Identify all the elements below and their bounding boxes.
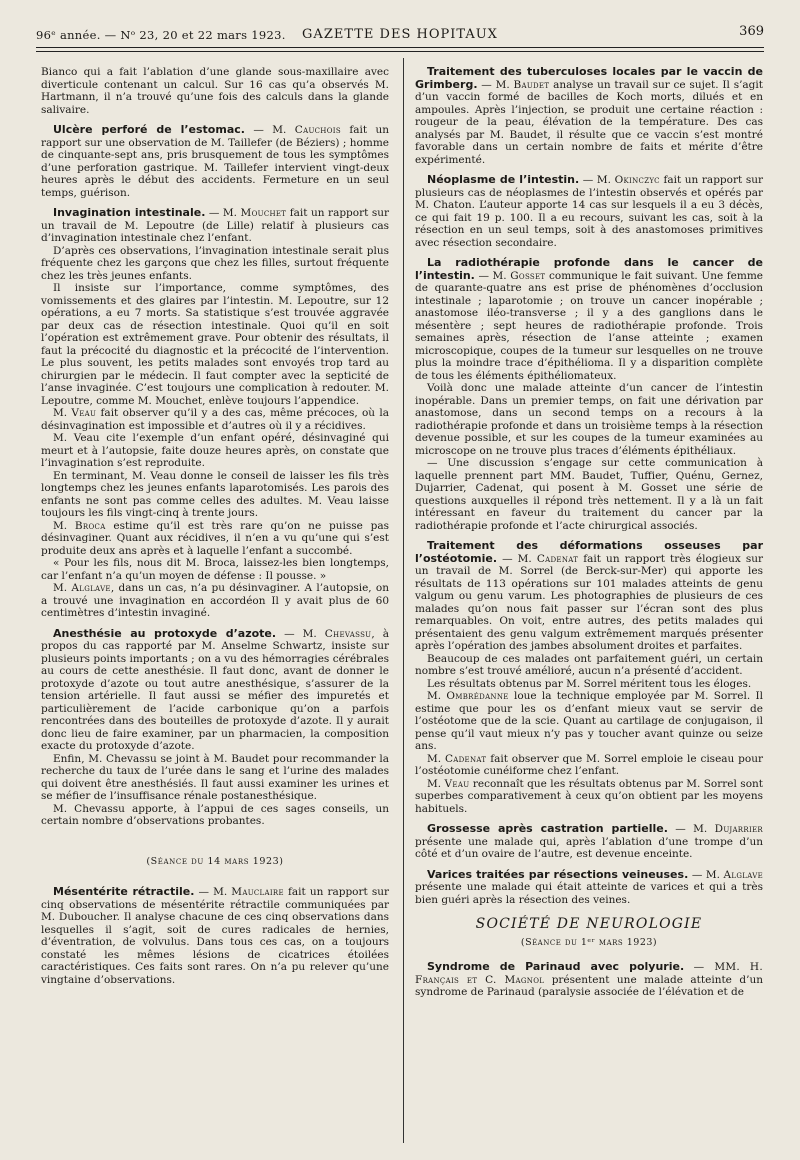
paragraph-text: analyse un travail sur ce sujet. Il s’agit d’un vaccin formé de bacilles de Koch morts, dilués et en ampoules. Après l’injection, se produit une certaine réaction : rougeur de la peau, élévation de la température. Des cas analysés par M. Baudet, il résulte que ce vaccin s’est montré favorable dans un certain nombre de faits et mérite d’être expérimenté. bbox=[415, 78, 763, 166]
paragraph-text: fait observer que M. Sorrel emploie le ciseau pour l’ostéotomie cunéiforme chez l’enfant. bbox=[415, 752, 763, 777]
paragraph: Mésentérite rétractile. — M. Mauclaire fait un rapport sur cinq observations de mésentérite rétractile communiquées par M. Duboucher. Il analyse chacune de ces cinq observations dans lesquelles il s’agit, soit de cures radicales de hernies, d’éventration, de volvulus. Dans tous ces cas, on a toujours constaté les mêmes lésions de cicatrices étoilées caractéristiques. Ces faits sont rares. On n’a pu relever qu’une vingtaine d’observations. bbox=[41, 885, 389, 986]
author-name: Okinczyc bbox=[614, 174, 660, 186]
paragraph: — Une discussion s’engage sur cette communication à laquelle prennent part MM. Baudet, Tuffier, Quénu, Gernez, Dujarrier, Cadenat, qui posent à M. Gosset une série de questions auxquelles il répond très nettement. Il y a là un fait intéressant en faveur du traitement du cancer par la radiothérapie profonde et l’acte chirurgical associés. bbox=[415, 457, 763, 532]
paragraph-text: fait un rapport sur cinq observations de mésentérite rétractile communiquées par M. Duboucher. Il analyse chacune de ces cinq observations dans lesquelles il s’agit, soit de cures radicales de hernies, d’éventration, de volvulus. Dans tous ces cas, on a toujours constaté les mêmes lésions de cicatrices étoilées caractéristiques. Ces faits sont rares. On n’a pu relever qu’une vingtaine d’observations. bbox=[41, 886, 389, 986]
paragraph: Traitement des tuberculoses locales par le vaccin de Grimberg. — M. Baudet analyse un travail sur ce sujet. Il s’agit d’un vaccin formé de bacilles de Koch morts, dilués et en ampoules. Après l’injection, se produit une certaine réaction : rougeur de la peau, élévation de la température. Des cas analysés par M. Baudet, il résulte que ce vaccin s’est montré favorable dans un certain nombre de faits et mérite d’être expérimenté. bbox=[415, 65, 763, 166]
author-name: Cauchois bbox=[294, 124, 341, 136]
paragraph: Néoplasme de l’intestin. — M. Okinczyc fait un rapport sur plusieurs cas de néoplasmes de l’intestin observés et opérés par M. Chaton. L’auteur apporte 14 cas sur lesquels il a eu 3 décès, ce qui fait 19 p. 100. Il a eu recours, suivant les cas, soit à la résection en un seul temps, soit à des anastomoses primitives avec résection secondaire. bbox=[415, 173, 763, 249]
section-heading: Grossesse après castration partielle. bbox=[427, 822, 668, 835]
paragraph: Invagination intestinale. — M. Mouchet fait un rapport sur un travail de M. Lepoutre (de Lille) relatif à plusieurs cas d’invagination intestinale chez l’enfant. bbox=[41, 206, 390, 244]
paragraph-text: fait observer qu’il y a des cas, même précoces, où la désinvagination est impossible et d’autres où il y a récidives. bbox=[41, 407, 389, 432]
paragraph-text: à propos du cas rapporté par M. Anselme Schwartz, insiste sur plusieurs points importants ; on a vu des hémorragies cérébrales au cours de cette anesthésie. Il faut donc, avant de donner le protoxyde d’azote ou tout autre anesthésique, s’assurer de la tension artérielle. Il faut aussi se méfier des impuretés et particulièrement de l’acide carbonique qu’on a parfois rencontrées dans des bouteilles de protoxyde d’azote. Il y aurait donc lieu de faire examiner, par un pharmacien, la composition exacte du protoxyde d’azote. bbox=[41, 627, 389, 752]
section-deformations bbox=[415, 540, 763, 815]
paragraph: Varices traitées par résections veineuses. — M. Alglave présente une malade qui était atteinte de varices et qui a très bien guéri après la résection des veines. bbox=[415, 867, 763, 906]
paragraph-text: loue la technique employée par M. Sorrel. Il estime que pour les os d’enfant mieux vaut se servir de l’ostéotome que de la scie. Quant au cartilage de conjugaison, il pense qu’il vaut mieux n’y pas y toucher avant quinze ou seize ans. bbox=[415, 690, 763, 752]
seance-date: (Séance du 14 mars 1923) bbox=[146, 855, 284, 867]
paragraph: M. Alglave, dans un cas, n’a pu désinvaginer. A l’autopsie, on a trouvé une invagination en accordéon Il y avait plus de 60 centimètres d’intestin invaginé. bbox=[41, 582, 389, 619]
paragraph: M. Broca estime qu’il est très rare qu’on ne puisse pas désinvaginer. Quant aux récidives, il n’en a vu qu’une qui s’est produite deux ans après et à laquelle l’enfant a succombé. bbox=[41, 519, 389, 557]
paragraph-text: fait un rapport sur plusieurs cas de néoplasmes de l’intestin observés et opérés par M. Chaton. L’auteur apporte 14 cas sur lesquels il a eu 3 décès, ce qui fait 19 p. 100. Il a eu recours, suivant les cas, soit à la résection en un seul temps, soit à des anastomoses primitives avec résection secondaire. bbox=[415, 174, 763, 249]
section-invagination bbox=[41, 207, 389, 620]
paragraph bbox=[415, 961, 763, 999]
author-name: — MM. H. Françaıs et C. Magnol bbox=[415, 961, 763, 986]
paragraph: M. Veau cite l’exemple d’un enfant opéré, désinvaginé qui meurt et à l’autopsie, faite douze heures après, on constate que l’invagination s’est reproduite. bbox=[41, 432, 389, 469]
paragraph: Il insiste sur l’importance, comme symptômes, des vomissements et des glaires par l’intestin. M. Lepoutre, sur 12 opérations, a eu 7 morts. Sa statistique s’est trouvée aggravée par deux cas de résection intestinale. Quoi qu’il en soit l’opération est extrêmement grave. Pour obtenir des résultats, il faut la précocité du diagnostic et la précocité de l’intervention. Le plus souvent, les petits malades sont envoyés trop tard au chirurgien par le médecin. Il faut compter avec la septicité de l’anse invaginée. C’est toujours une complication à redouter. M. Lepoutre, comme M. Mouchet, enlève toujours l’appendice. bbox=[41, 282, 389, 407]
section-varices bbox=[415, 869, 763, 907]
paragraph-text: fait un rapport très élogieux sur un travail de M. Sorrel (de Berck-sur-Mer) qui apporte les résultats de 113 opérations sur 101 malades atteints de genu valgum ou genu varum. Les photographies de plusieurs de ces malades qu’on nous fait passer sur l’écran sont des plus remarquables. On voit, entre autres, des petits malades qui présentaient des genu valgum extrêmement marqués présenter après l’opération des jambes absolument droites et parfaites. bbox=[415, 552, 763, 652]
paragraph: Ulcère perforé de l’estomac. — M. Cauchois fait un rapport sur une observation de M. Taillefer (de Béziers) ; homme de cinquante-sept ans, pris brusquement de tous les symptômes d’une perforation gastrique. M. Taillefer intervient vingt-deux heures après le début des accidents. Fermeture en un seul temps, guérison. bbox=[41, 123, 389, 199]
column-divider bbox=[403, 58, 404, 1143]
paragraph: M. Cadenat fait observer que M. Sorrel emploie le ciseau pour l’ostéotomie cunéiforme chez l’enfant. bbox=[415, 752, 763, 777]
section-heading: Syndrome de Parinaud avec polyurie. bbox=[427, 960, 685, 973]
paragraph: M. Veau reconnaît que les résultats obtenus par M. Sorrel sont superbes comparativement à ceux qu’on obtient par les moyens habituels. bbox=[415, 777, 763, 815]
author-name: Broca bbox=[74, 519, 106, 532]
section-heading: Anesthésie au protoxyde d’azote. bbox=[53, 626, 277, 640]
paragraph: D’après ces observations, l’invagination intestinale serait plus fréquente chez les garçons que chez les filles, surtout fréquente chez les très jeunes enfants. bbox=[41, 244, 389, 282]
author-name: Ombrédanne bbox=[446, 690, 509, 702]
paragraph-text: communique le fait suivant. Une femme de quarante-quatre ans est prise de phénomènes d’occlusion intestinale ; laparotomie ; on trouve un cancer inopérable ; anastomose iléo-transverse ; il y a des ganglions dans le mésentère ; sept heures de radiothérapie profonde. Trois semaines après, résection de l’anse atteinte ; examen microscopique, coupes de la tumeur sur lesquelles on ne trouve plus la moindre trace d’épithélioma. Il y a disparition complète de tous les éléments épithéliomateux. bbox=[415, 269, 763, 382]
paragraph-text: présente une malade qui, après l’ablation d’une trompe d’un côté et d’un ovaire de l’autre, est devenue enceinte. bbox=[415, 835, 763, 860]
author-name: Baudet bbox=[513, 78, 550, 91]
paragraph: Anesthésie au protoxyde d’azote. — M. Chevassu, à propos du cas rapporté par M. Anselme Schwartz, insiste sur plusieurs points importants ; on a vu des hémorragies cérébrales au cours de cette anesthésie. Il faut donc, avant de donner le protoxyde d’azote ou tout autre anesthésique, s’assurer de la tension artérielle. Il faut aussi se méfier des impuretés et particulièrement de l’acide carbonique qu’on a parfois rencontrées dans des bouteilles de protoxyde d’azote. Il y aurait donc lieu de faire examiner, par un pharmacien, la composition exacte du protoxyde d’azote. bbox=[41, 626, 389, 752]
section-radiotherapie bbox=[415, 257, 763, 532]
paragraph-text: fait un rapport sur un travail de M. Lepoutre (de Lille) relatif à plusieurs cas d’invagination intestinale chez l’enfant. bbox=[41, 207, 390, 244]
running-header bbox=[36, 20, 764, 42]
paragraph: M. Ombrédanne loue la technique employée par M. Sorrel. Il estime que pour les os d’enfant mieux vaut se servir de l’ostéotome que de la scie. Quant au cartilage de conjugaison, il pense qu’il vaut mieux n’y pas y toucher avant quinze ou seize ans. bbox=[415, 690, 763, 752]
section-heading: Ulcère perforé de l’estomac. bbox=[53, 123, 245, 136]
paragraph: La radiothérapie profonde dans le cancer de l’intestin. — M. Gosset communique le fait suivant. Une femme de quarante-quatre ans est prise de phénomènes d’occlusion intestinale ; laparotomie ; on trouve un cancer inopérable ; anastomose iléo-transverse ; il y a des ganglions dans le mésentère ; sept heures de radiothérapie profonde. Trois semaines après, résection de l’anse atteinte ; examen microscopique, coupes de la tumeur sur lesquelles on ne trouve plus la moindre trace d’épithélioma. Il y a disparition complète de tous les éléments épithéliomateux. bbox=[415, 256, 763, 382]
paragraph: Beaucoup de ces malades ont parfaitement guéri, un certain nombre s’est trouvé amélioré, aucun n’a présenté d’accident. bbox=[415, 652, 763, 677]
section-heading: La radiothérapie profonde dans le cancer de l’intestin. bbox=[415, 256, 763, 282]
section-heading: Varices traitées par résections veineuses. bbox=[427, 867, 689, 881]
society-heading: SOCIÉTÉ DE NEUROLOGIE bbox=[475, 916, 703, 932]
paragraph: Les résultats obtenus par M. Sorrel méritent tous les éloges. bbox=[427, 677, 752, 690]
paragraph: « Pour les fils, nous dit M. Broca, laissez-les bien longtemps, car l’enfant n’a qu’un moyen de défense : Il pousse. » bbox=[41, 557, 389, 582]
paragraph: Voilà donc une malade atteinte d’un cancer de l’intestin inopérable. Dans un premier temps, on fait une dérivation par anastomose, dans un second temps on a recours à la radiothérapie profonde et dans un troisième temps à la résection devenue possible, et sur les coupes de la tumeur examinées au microscope on ne trouve plus traces d’éléments épithéliaux. bbox=[415, 382, 763, 457]
author-name: Mouchet bbox=[240, 207, 287, 219]
section-anesthesie bbox=[41, 628, 389, 828]
header-rule-thin bbox=[36, 51, 764, 52]
section-heading: Invagination intestinale. bbox=[53, 206, 206, 219]
section-heading: Traitement des tuberculoses locales par le vaccin de Grimberg. bbox=[415, 65, 763, 91]
paragraph: M. Chevassu apporte, à l’appui de ces sages conseils, un certain nombre d’observations probantes. bbox=[41, 802, 389, 827]
paragraph-text: estime qu’il est très rare qu’on ne puisse pas désinvaginer. Quant aux récidives, il n’en a vu qu’une qui s’est produite deux ans après et à laquelle l’enfant a succombé. bbox=[41, 519, 389, 557]
section-ulcere bbox=[41, 124, 389, 199]
author-name: Alglave bbox=[71, 582, 111, 594]
section-neoplasme bbox=[415, 174, 763, 249]
author-name: Cadenat bbox=[444, 752, 487, 765]
section-intro bbox=[41, 66, 389, 116]
right-column bbox=[415, 66, 763, 999]
author-name: Mauclaire bbox=[231, 886, 284, 898]
paragraph-text: dans un cas, n’a pu désinvaginer. A l’autopsie, on a trouvé une invagination en accordéon Il y avait plus de 60 centimètres d’intestin invaginé. bbox=[41, 582, 389, 619]
paragraph-text: fait un rapport sur une observation de M. Taillefer (de Béziers) ; homme de cinquante-sept ans, pris brusquement de tous les symptômes d’une perforation gastrique. M. Taillefer intervient vingt-deux heures après le début des accidents. Fermeture en un seul temps, guérison. bbox=[41, 124, 389, 199]
author-name: Cadenat bbox=[536, 552, 579, 565]
section-parinaud bbox=[415, 961, 763, 999]
author-name: Veau bbox=[71, 407, 97, 419]
paragraph: Traitement des déformations osseuses par l’ostéotomie. — M. Cadenat fait un rapport très élogieux sur un travail de M. Sorrel (de Berck-sur-Mer) qui apporte les résultats de 113 opérations sur 101 malades atteints de genu valgum ou genu varum. Les photographies de plusieurs de ces malades qu’on nous fait passer sur l’écran sont des plus remarquables. On voit, entre autres, des petits malades qui présentaient des genu valgum extrêmement marqués présenter après l’opération des jambes absolument droites et parfaites. bbox=[415, 539, 763, 652]
section-castration bbox=[415, 823, 763, 861]
section-heading: Traitement des déformations osseuses par l’ostéotomie. bbox=[415, 539, 763, 565]
section-mesenterite bbox=[41, 886, 389, 986]
section-tuberculoses bbox=[415, 66, 763, 166]
author-name: Chevassu bbox=[324, 627, 372, 640]
journal-title: GAZETTE DES HOPITAUX bbox=[302, 27, 498, 42]
page-number: 369 bbox=[739, 24, 764, 39]
paragraph-text: présentent une malade atteinte d’un syndrome de Parinaud (paralysie associée de l’élévation et de bbox=[415, 973, 763, 998]
paragraph: Enfin, M. Chevassu se joint à M. Baudet pour recommander la recherche du taux de l’urée dans le sang et l’urine des malades qui doivent être anesthésiés. Il faut aussi examiner les urines et se méfier de l’insuffisance rénale postanesthésique. bbox=[41, 752, 389, 802]
paragraph-text: présente une malade qui était atteinte de varices et qui a très bien guéri après la résection des veines. bbox=[415, 881, 763, 906]
paragraph: Bianco qui a fait l’ablation d’une glande sous-maxillaire avec diverticule contenant un calcul. Sur 16 cas qu’a observés M. Hartmann, il n’a trouvé qu’une fois des calculs dans la glande salivaire. bbox=[41, 66, 389, 116]
paragraph-text: reconnaît que les résultats obtenus par M. Sorrel sont superbes comparativement à ceux qu’on obtient par les moyens habituels. bbox=[415, 777, 763, 815]
paragraph: M. Veau fait observer qu’il y a des cas, même précoces, où la désinvagination est impossible et d’autres où il y a récidives. bbox=[41, 407, 389, 432]
author-name: Dujarrier bbox=[714, 823, 763, 835]
section-heading: Néoplasme de l’intestin. bbox=[427, 173, 580, 186]
left-column bbox=[41, 66, 389, 986]
issue-line: 96ᵉ année. — Nᵒ 23, 20 et 22 mars 1923. bbox=[36, 28, 286, 42]
header-rule-thick bbox=[36, 47, 764, 48]
author-name: Alglave bbox=[723, 868, 763, 881]
author-name: Gosset bbox=[510, 269, 546, 282]
section-heading: Mésentérite rétractile. bbox=[53, 885, 195, 898]
paragraph: En terminant, M. Veau donne le conseil de laisser les fils très longtemps chez les jeunes enfants laparotomisés. Les parois des enfants ne sont pas comme celles des adultes. M. Veau laisse toujours les fils vingt-cinq à trente jours. bbox=[41, 469, 389, 519]
author-name: Veau bbox=[444, 777, 470, 790]
paragraph: Grossesse après castration partielle. — M. Dujarrier présente une malade qui, après l’ablation d’une trompe d’un côté et d’un ovaire de l’autre, est devenue enceinte. bbox=[415, 822, 763, 860]
seance-date: (Séance du 1ᵉʳ mars 1923) bbox=[520, 936, 658, 948]
